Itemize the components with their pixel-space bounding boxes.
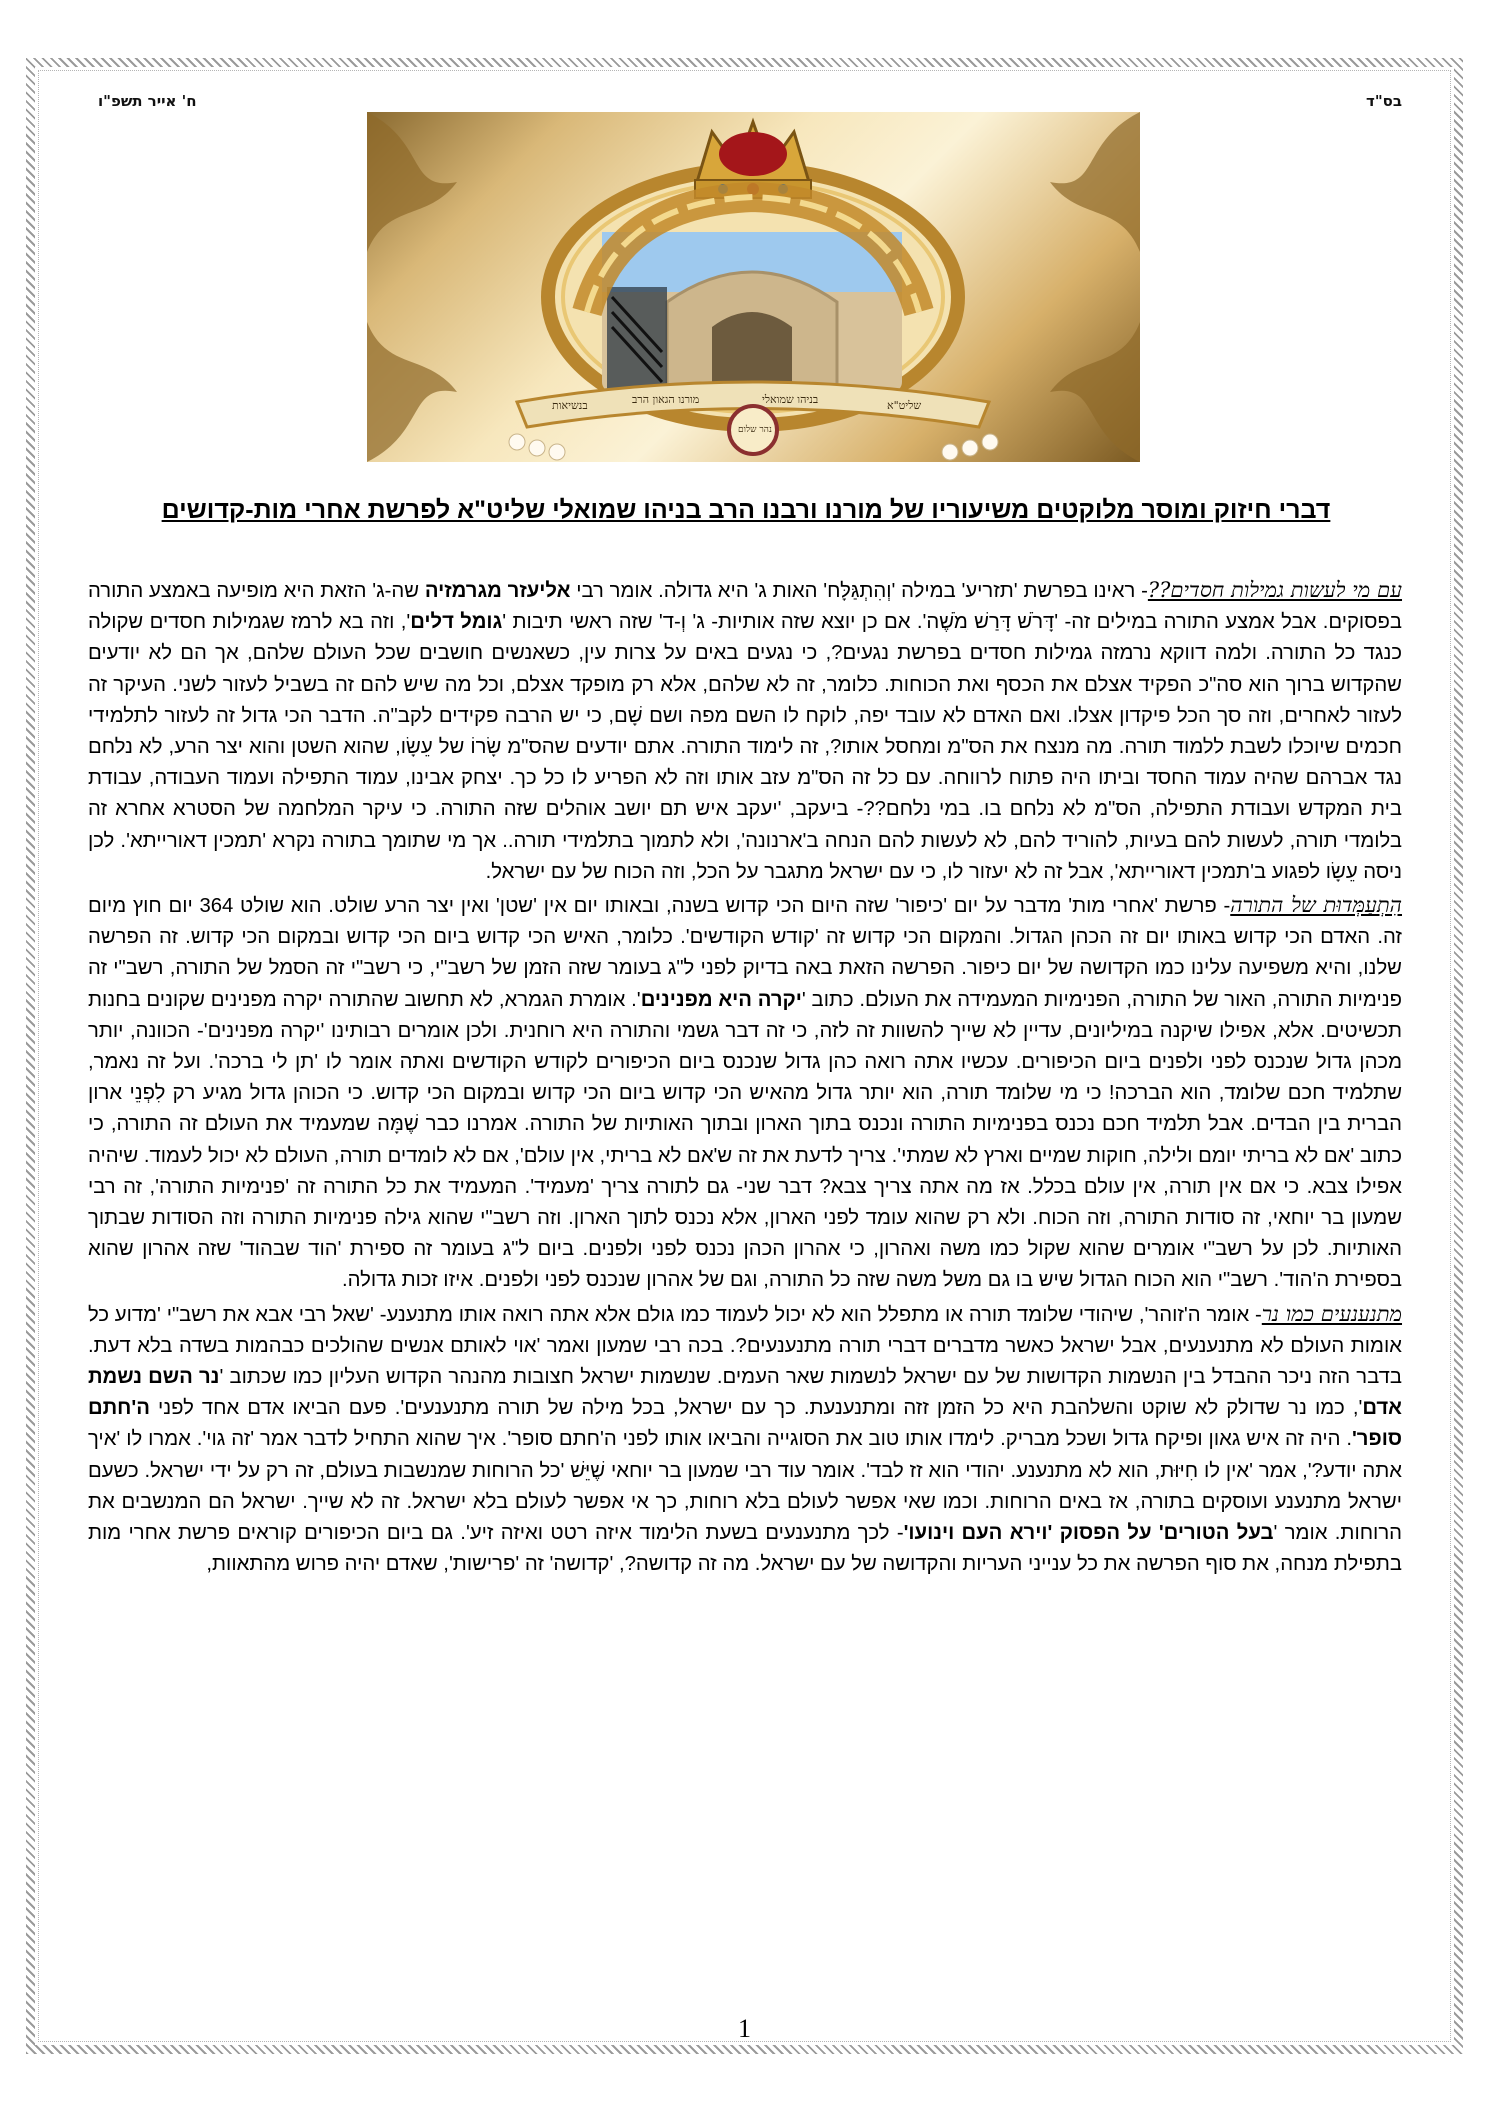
- banner-image: [367, 112, 1140, 462]
- banner-scroll-right: שליט"א: [887, 399, 922, 412]
- section-paragraph-2: [88, 890, 1402, 1297]
- section-title-2: הִתְעַמְּדוּת של התורה: [1230, 893, 1402, 918]
- page-number: 1: [738, 2014, 751, 2043]
- page-headline: דברי חיזוק ומוסר מלוקטים משיעוריו של מורנו ורבנו הרב בניהו שמואלי שליט"א לפרשת אחרי מות-קדושים: [161, 496, 1331, 524]
- section-text-1c: ', וזה בא לרמז שגמילות חסדים שקולה כנגד כל התורה. ולמה דווקא נרמזה גמילות חסדים בפרשת נגעים?, כי נגעים באים על צרות עין, כשאנשים חושבים שכל העולם שלהם, אך הם לא יודעים שהקדוש ברוך הוא סה"כ הפקיד אצלם את הכסף ואת הכוחות. כלומר, זה לא שלהם, אלא רק מופקד אצלם, וכל מה שיש להם זה בשביל לעזור לשני. העיקר זה לעזור לאחרים, וזה סך הכל פיקדון אצלו. ואם האדם לא עובד יפה, לוקח לו השם מפה ושם שָׁם, כי יש הרבה פקידים לקב"ה. הדבר הכי גדול זה לעזור לתלמידי חכמים שיוכלו לשבת ללמוד תורה. מה מנצח את הס"מ ומחסל אותו?, זה לימוד התורה. אתם יודעים שהס"מ שָׂרוֹ של עֵשָׂו, שהוא השטן והוא יצר הרע, לא נלחם נגד אברהם שהיה עמוד החסד וביתו היה פתוח לרווחה. עם כל זה הס"מ עזב אותו וזה לא הפריע לו כל כך. יצחק אבינו, עמוד התפילה ועמוד העבודה, עבודת בית המקדש ועבודת התפילה, הס"מ לא נלחם בו. במי נלחם??- ביעקב, 'יעקב איש תם יושב אוהלים שזה התורה. כי עיקר המלחמה של הסטרא אחרא זה בלומדי תורה, לעשות להם בעיות, להוריד להם, לא לעשות להם הנחה ב'ארנונה', ולא לתמוך בתלמידי תורה.. אך מי שתומך בתורה נקרא 'תמכין דאורייתא'. לכן ניסה עֵשָׂו לפגוע ב'תמכין דאורייתא', אבל זה לא יעזור לו, כי עם ישראל מתגבר על הכל, וזה הכוח של עם ישראל.: [88, 611, 1402, 883]
- section-text-1b: שה-ג' הזאת היא מופיעה באמצע התורה בפסוקים. אבל אמצע התורה במילים זה- 'דָּרֹשׁ דָּרַשׁ מֹשֶׁה'. אם כן יוצא שזה אותיות- ג' וְ-ד' שזה ראשי תיבות ': [88, 580, 1402, 634]
- banner-seal-text: נהר שלום: [738, 425, 772, 435]
- header-bsd: בס"ד: [1366, 92, 1402, 110]
- section-text-1a: - ראינו בפרשת 'תזריע' במילה 'וְהִתְגַּלָּח' האות ג' היא גדולה. אומר רבי: [570, 580, 1148, 602]
- section-text-2a: - פרשת 'אחרי מות' מדבר על יום 'כיפור' שזה היום הכי קדוש בשנה, ובאותו יום אין 'שטן' ואין יצר הרע שולט. הוא שולט 364 יום חוץ מיום זה. האדם הכי קדוש באותו יום זה הכהן הגדול. והמקום הכי קדוש זה 'קודש הקודשים'. כלומר, האיש הכי קדוש ביום הכי קדוש ובמקום הכי קדוש. זה הפרשה שלנו, והיא משפיעה עלינו כמו הקדושה של יום כיפור. הפרשה הזאת באה בדיוק לפני ל"ג בעומר שזה הזמן של רשב"י, כי רשב"י זה הסמל של התורה, רשב"י זה פנימיות התורה, האור של התורה, הפנימיות המעמידה את העולם. כתוב ': [88, 895, 1402, 1011]
- section-title-1: עם מי לעשות גמילות חסדים??: [1147, 578, 1403, 602]
- banner-scroll-left: בנשיאות: [552, 399, 588, 412]
- section-text-2b: '. אומרת הגמרא, לא תחשוב שהתורה יקרה מפנינים שקונים בחנות תכשיטים. אלא, אפילו שיקנה במיליונים, עדיין לא שייך להשוות זה לזה, כי זה דבר גשמי והתורה היא רוחנית. ולכן אומרים רבותינו 'יקרה מפנינים'- הכוונה, יותר מכהן גדול שנכנס לפני ולפנים ביום הכיפורים. עכשיו אתה רואה כהן גדול שנכנס ביום הכיפורים לקודש הקודשים ואתה אומר לו 'תן לי ברכה'. ועל זה נאמר, שתלמיד חכם שלומד, הוא הברכה! כי מי שלומד תורה, הוא יותר גדול מהאיש הכי קדוש ביום הכי קדוש ובמקום הכי קדוש. כי הכוהן גדול מגיע רק לִפְנֵי ארון הברית בין הבדים. אבל תלמיד חכם נכנס בפנימיות התורה ונכנס בתוך הארון ובתוך האותיות של התורה. אמרנו כבר שֶׁמָּה שמעמיד את העולם זה התורה, כי כתוב 'אם לא בריתי יומם ולילה, חוקות שמיים וארץ לא שמתי'. צריך לדעת את זה ש'אם לא בריתי, אין עולם', אם לא לומדים תורה, העולם לא יכול לעמוד. שיהיה אפילו צבא. כי אם אין תורה, אין עולם בכלל. אז מה אתה צריך צבא? דבר שני- גם לתורה צריך 'מעמיד'. המעמיד את כל התורה זה 'פנימיות התורה', זה רבי שמעון בר יוחאי, זה סודות התורה, וזה הכוח. ולא רק שהוא עומד לפני הארון, אלא נכנס לתוך הארון. וזה רשב"י שהוא גילה פנימיות התורה וזה הסודות שבתוך האותיות. לכן על רשב"י אומרים שהוא שקול כמו משה ואהרון, כי אהרון הכהן נכנס לפני ולפנים. ביום ל"ג בעומר זה ספירת 'הוד שבהוד' שזה אהרון שהוא בספירת ה'הוד'. רשב"י הוא הכוח הגדול שיש בו גם משל משה שזה כל התורה, וגם של אהרון שנכנס לפני ולפנים. איזו זכות גדולה.: [88, 988, 1402, 1292]
- section-bold-3a: נר השם נשמת אדם: [88, 1366, 1402, 1420]
- section-bold-3c: בעל הטורים' על הפסוק 'וירא העם וינועו': [903, 1522, 1274, 1545]
- section-bold-2a: יקרה היא מפנינים: [640, 988, 802, 1011]
- section-bold-1a: אליעזר מגרמזיה: [424, 580, 571, 602]
- banner-art: [367, 112, 1140, 462]
- section-bold-1b: גומל דלים: [410, 611, 503, 634]
- section-title-3: מתנענעים כמו נר: [1261, 1301, 1403, 1326]
- section-text-3c: . היה זה איש גאון ופיקח גדול ושכל מבריק. לימדו אותו טוב את הסוגייה והביאו אותו לפני ה'חתם סופר'. איך שהוא התחיל לדבר אמר 'זה גוי'. אמרו לו 'איך אתה יודע?', אמר 'אין לו חִיּוּת, הוא לא מתנענע. יהודי הוא זז לבד'. אומר עוד רבי שמעון בר יוחאי שֶׁיֵּשׁ 'כל הרוחות שמנשבות בעולם, זה רק על ידי ישראל. כשעם ישראל מתנענע ועוסקים בתורה, אז באים הרוחות. וכמו שאי אפשר לעולם בלא רוחות, כך אי אפשר לעולם בלא ישראל. זה לא שייך. ישראל הם המנשבים את הרוחות. אומר ': [88, 1428, 1403, 1545]
- section-text-3b: ', כמו נר שדולק לא שוקט והשלהבת היא כל הזמן זזה ומתנענעת. כך עם ישראל, בכל מילה של תורה מתנענעים'. פעם הביאו אדם אחד לפני: [149, 1397, 1363, 1420]
- header-date: ח' אייר תשפ"ו: [98, 92, 197, 110]
- article-body: [88, 575, 1402, 1583]
- banner-scroll-mid-left: מורנו הגאון הרב: [632, 393, 700, 406]
- section-text-3a: - אומר ה'זוהר', שיהודי שלומד תורה או מתפלל הוא לא יכול לעמוד כמו גולם אלא אתה רואה אותו מתנענע- 'שאל רבי אבא את רשב"י 'מדוע כל אומות העולם לא מתנענעים, אבל ישראל כאשר מדברים דברי תורה מתנענעים?. בכה רבי שמעון ואמר 'אוי לאותם אנשים שהולכים כבהמות בשדה בלא דעת. בדבר הזה ניכר ההבדל בין הנשמות הקדושות של עם ישראל לנשמות שאר העמים. שנשמות ישראל חצובות מהנהר הקדוש העליון כמו שכתוב ': [88, 1303, 1403, 1389]
- section-paragraph-1: [88, 575, 1402, 888]
- section-paragraph-3: [88, 1299, 1402, 1581]
- section-text-3d: - לכך מתנענעים בשעת הלימוד איזה רטט ואיזה זיע'. גם ביום הכיפורים קוראים פרשת אחרי מות בתפילת מנחה, את סוף הפרשה את כל ענייני העריות והקדושה של עם ישראל. מה זה קדושה?, 'קדושה' זה 'פרישות', שאדם יהיה פרוש מהתאוות,: [88, 1522, 1402, 1576]
- banner-scroll-mid: בניהו שמואלי: [762, 393, 819, 406]
- section-bold-3b: ה'חתם סופר': [88, 1397, 1402, 1451]
